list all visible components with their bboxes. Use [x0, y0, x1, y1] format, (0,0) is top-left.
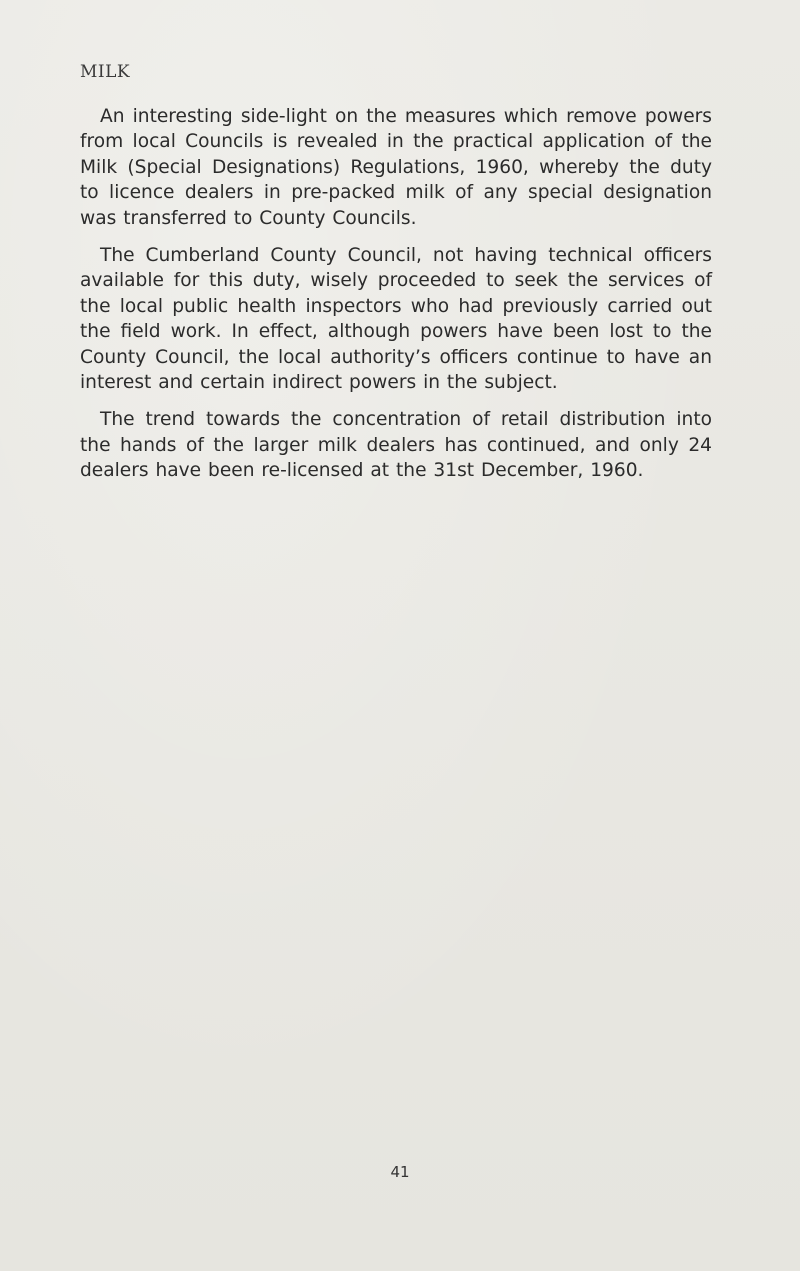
section-heading: MILK [80, 62, 131, 82]
body-text [80, 104, 712, 496]
paragraph-2: The Cumberland County Council, not having technical officers available for this duty, wisely proceeded to seek the services of the local public health inspectors who had previously carried out the field work. In effect, although powers have been lost to the County Council, the local authority’s officers continue to have an interest and certain indirect powers in the subject. [80, 245, 712, 394]
paragraph-1: An interesting side-light on the measures which remove powers from local Councils is revealed in the practical application of the Milk (Special Designations) Regulations, 1960, whereby the duty to licence dealers in pre-packed milk of any special designation was transferred to County Councils. [80, 106, 712, 229]
paragraph-3: The trend towards the concentration of retail distribution into the hands of the larger milk dealers has continued, and only 24 dealers have been re-licensed at the 31st December, 1960. [80, 409, 712, 482]
page-number: 41 [390, 1163, 410, 1181]
